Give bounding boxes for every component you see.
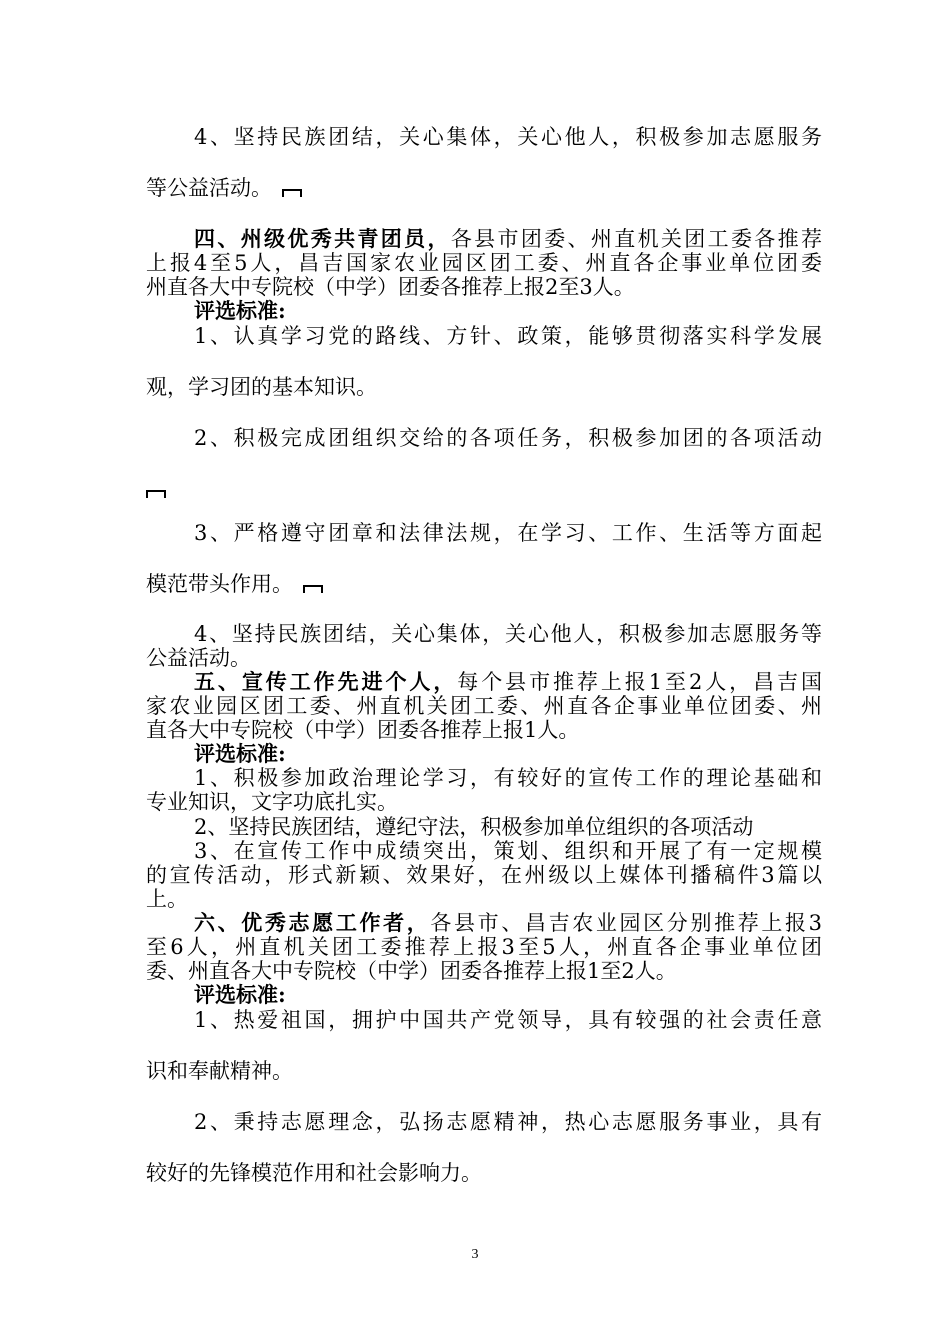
para-line: 委、州直各大中专院校（中学）团委各推荐上报1至2人。: [146, 959, 677, 983]
section-heading: 五、宣传工作先进个人，: [194, 669, 458, 694]
para-line: 1、热爱祖国，拥护中国共产党领导，具有较强的社会责任意: [194, 1008, 822, 1032]
para-line: 四、州级优秀共青团员，各县市团委、州直机关团工委各推荐: [194, 226, 823, 251]
para-line: 直各大中专院校（中学）团委各推荐上报1人。: [146, 718, 580, 742]
para-line: 至6人，州直机关团工委推荐上报3至5人，州直各企事业单位团: [146, 935, 822, 959]
para-line: 4、坚持民族团结，关心集体，关心他人，积极参加志愿服务: [194, 125, 822, 149]
para-line: [146, 477, 822, 501]
section-heading: 六、优秀志愿工作者，: [194, 910, 431, 935]
para-line: 3、严格遵守团章和法律法规，在学习、工作、生活等方面起: [194, 521, 822, 545]
para-line: 上报4至5人，昌吉国家农业园区团工委、州直各企事业单位团委: [146, 251, 822, 275]
criteria-heading: 评选标准:: [194, 741, 286, 766]
para-line: 上。: [146, 887, 188, 911]
para-line: 专业知识，文字功底扎实。: [146, 790, 398, 814]
criteria-heading: 评选标准:: [194, 982, 286, 1007]
page-number: 3: [471, 1247, 479, 1262]
para-line: 4、坚持民族团结，关心集体，关心他人，积极参加志愿服务等: [194, 622, 822, 646]
edit-mark-icon: [146, 490, 166, 498]
section-heading: 四、州级优秀共青团员，: [194, 226, 451, 251]
para-line: 较好的先锋模范作用和社会影响力。: [146, 1161, 482, 1185]
para-line: 公益活动。: [146, 646, 251, 670]
criteria-heading: 评选标准:: [194, 298, 286, 323]
para-line: 观，学习团的基本知识。: [146, 375, 377, 399]
para-line: 3、在宣传工作中成绩突出，策划、组织和开展了有一定规模: [194, 839, 822, 863]
para-line: 模范带头作用。: [146, 572, 822, 596]
edit-mark-icon: [303, 585, 323, 593]
para-line: 州直各大中专院校（中学）团委各推荐上报2至3人。: [146, 275, 635, 299]
para-line: 的宣传活动，形式新颖、效果好，在州级以上媒体刊播稿件3篇以: [146, 863, 822, 887]
para-line: 家农业园区团工委、州直机关团工委、州直各企事业单位团委、州: [146, 694, 822, 718]
para-line: 六、优秀志愿工作者，各县市、昌吉农业园区分别推荐上报3: [194, 910, 823, 935]
para-line: 等公益活动。: [146, 176, 822, 200]
para-line: 2、秉持志愿理念，弘扬志愿精神，热心志愿服务事业，具有: [194, 1110, 822, 1134]
para-line: 五、宣传工作先进个人，每个县市推荐上报1至2人，昌吉国: [194, 669, 822, 694]
para-line: 1、积极参加政治理论学习，有较好的宣传工作的理论基础和: [194, 766, 822, 790]
edit-mark-icon: [282, 189, 302, 197]
para-line: 2、坚持民族团结，遵纪守法，积极参加单位组织的各项活动: [194, 815, 754, 839]
para-line: 1、认真学习党的路线、方针、政策，能够贯彻落实科学发展: [194, 324, 822, 348]
para-line: 识和奉献精神。: [146, 1059, 293, 1083]
para-line: 2、积极完成团组织交给的各项任务，积极参加团的各项活动: [194, 426, 822, 450]
